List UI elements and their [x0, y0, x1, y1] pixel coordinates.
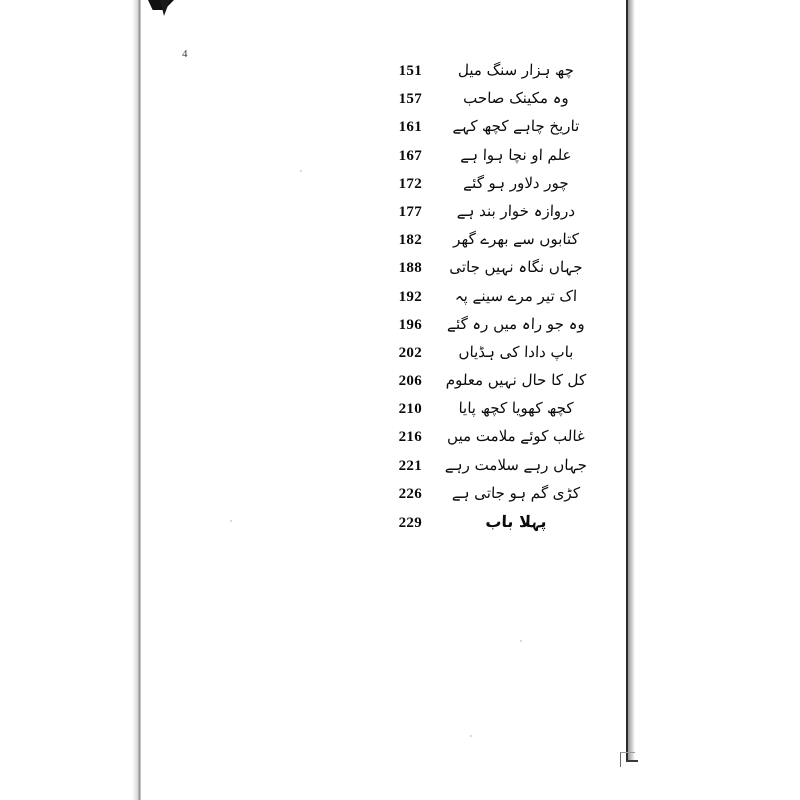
toc-entry-page: 196 [398, 316, 422, 333]
toc-entry-title: دروازہ خوار بند ہے [456, 201, 576, 220]
page-folio-number: 4 [182, 48, 188, 60]
toc-entry [370, 400, 610, 428]
toc-entry-page: 177 [398, 203, 422, 220]
toc-entry-title: جہاں نگاہ نہیں جاتی [449, 258, 583, 277]
toc-entry [370, 513, 610, 541]
toc-entry [370, 428, 610, 456]
toc-entry-title: علم او نچا ہوا ہے [460, 145, 572, 164]
toc-entry-page: 226 [398, 485, 422, 502]
toc-entry-page: 229 [398, 515, 422, 531]
toc-entry [370, 62, 610, 90]
toc-entry-page: 157 [398, 91, 422, 108]
toc-entry [370, 147, 610, 175]
toc-entry-title: کچھ کھویا کچھ پایا [458, 399, 574, 418]
toc-entry-title: تاریخ چاہے کچھ کہے [452, 117, 580, 136]
toc-entry [370, 259, 610, 287]
toc-entry-title: وہ جو راہ میں رہ گئے [446, 314, 586, 333]
table-of-contents [370, 62, 610, 541]
toc-entry-title: اک تیر مرے سینے پہ [454, 286, 578, 305]
toc-entry [370, 485, 610, 513]
toc-entry [370, 344, 610, 372]
toc-entry-page: 216 [398, 429, 422, 446]
toc-entry-page: 192 [398, 288, 422, 305]
toc-entry [370, 203, 610, 231]
toc-entry-title: جہاں رہے سلامت رہے [444, 455, 588, 474]
scan-speckle [300, 170, 302, 172]
toc-entry-page: 221 [398, 457, 422, 474]
toc-entry-title: باپ دادا کی ہڈیاں [458, 342, 574, 361]
toc-entry [370, 316, 610, 344]
toc-entry-title: کتابوں سے بھرے گھر [453, 230, 579, 249]
toc-entry [370, 288, 610, 316]
toc-entry [370, 231, 610, 259]
toc-entry-title: کل کا حال نہیں معلوم [445, 371, 587, 390]
toc-entry [370, 457, 610, 485]
toc-entry-page: 210 [398, 401, 422, 418]
scan-speckle [520, 640, 522, 642]
toc-entry [370, 175, 610, 203]
toc-entry-page: 167 [398, 147, 422, 164]
toc-entry-page: 188 [398, 260, 422, 277]
toc-entry-title: کڑی گم ہو جاتی ہے [451, 483, 581, 502]
toc-entry-title: چور دلاور ہو گئے [463, 173, 569, 192]
toc-entry-title: پہلا باب [485, 512, 547, 531]
toc-entry [370, 90, 610, 118]
scan-speckle [470, 735, 472, 737]
toc-entry-page: 206 [398, 373, 422, 390]
toc-entry [370, 118, 610, 146]
page-right-edge-shadow [628, 0, 635, 762]
toc-entry-title: وہ مکینک صاحب [462, 89, 570, 108]
toc-entry [370, 372, 610, 400]
toc-entry-page: 161 [398, 119, 422, 136]
toc-entry-page: 172 [398, 175, 422, 192]
page-corner-notch [620, 752, 635, 767]
toc-entry-title: غالب کوئے ملامت میں [446, 427, 586, 446]
toc-entry-page: 182 [398, 232, 422, 249]
toc-entry-page: 202 [398, 344, 422, 361]
toc-entry-page: 151 [398, 63, 422, 79]
toc-entry-title: چھ ہزار سنگ میل [457, 61, 575, 79]
page-spine-line [138, 0, 141, 800]
scan-speckle [230, 520, 232, 522]
